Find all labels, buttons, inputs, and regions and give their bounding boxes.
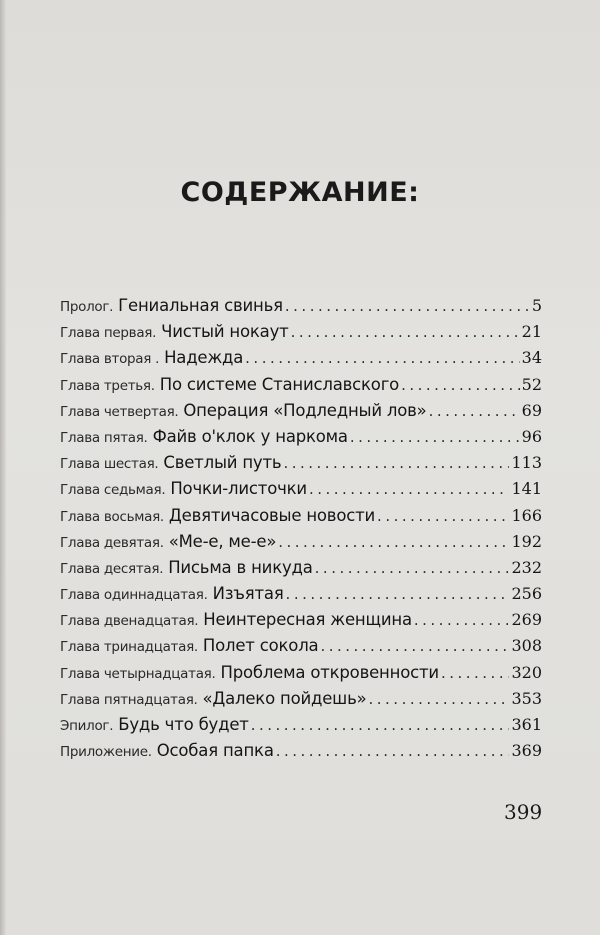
toc-entry bbox=[60, 375, 542, 401]
toc-entry-title: Неинтересная женщина bbox=[203, 610, 412, 630]
toc-entry-label: Эпилог. bbox=[60, 718, 114, 734]
toc-entry-title: Надежда bbox=[164, 348, 244, 368]
toc-entry-label: Пролог. bbox=[60, 299, 114, 315]
toc-entry-title: Изъятая bbox=[212, 584, 284, 604]
toc-dot-leader bbox=[291, 323, 520, 341]
toc-entry bbox=[60, 479, 542, 505]
toc-dot-leader bbox=[350, 428, 520, 446]
toc-entry bbox=[60, 296, 542, 322]
toc-entry bbox=[60, 322, 542, 348]
toc-dot-leader bbox=[309, 480, 510, 498]
toc-entry-title: Полет сокола bbox=[202, 636, 319, 656]
toc-entry-page: 69 bbox=[521, 400, 542, 420]
toc-entry bbox=[60, 453, 542, 479]
toc-entry-title: Проблема откровенности bbox=[220, 662, 439, 682]
toc-entry-page: 232 bbox=[511, 557, 542, 577]
toc-entry-page: 192 bbox=[511, 531, 542, 551]
toc-dot-leader bbox=[320, 637, 509, 655]
toc-entry-page: 369 bbox=[511, 741, 542, 761]
toc-dot-leader bbox=[251, 716, 510, 734]
toc-dot-leader bbox=[245, 349, 519, 367]
toc-entry-title: По системе Станиславского bbox=[159, 374, 400, 394]
toc-entry-title: Девятичасовые новости bbox=[168, 505, 376, 525]
toc-entry-page: 5 bbox=[531, 296, 542, 315]
toc-dot-leader bbox=[414, 611, 510, 629]
toc-entry bbox=[60, 348, 542, 374]
toc-entry-title: Письма в никуда bbox=[168, 557, 313, 577]
toc-entry-page: 34 bbox=[521, 348, 542, 368]
toc-entry bbox=[60, 532, 542, 558]
toc-entry-label: Глава тринадцатая. bbox=[60, 639, 198, 656]
toc-entry-title: Чистый нокаут bbox=[161, 322, 289, 342]
toc-entry bbox=[60, 689, 542, 715]
toc-entry-label: Глава восьмая. bbox=[60, 508, 164, 525]
toc-entry-title: Будь что будет bbox=[118, 715, 249, 734]
toc-entry-title: Гениальная свинья bbox=[118, 296, 283, 315]
toc-dot-leader bbox=[401, 376, 520, 394]
toc-entry-title: Файв о'клок у наркома bbox=[152, 426, 348, 446]
toc-entry-label: Глава четырнадцатая. bbox=[60, 665, 216, 682]
toc-entry bbox=[60, 427, 542, 453]
toc-dot-leader bbox=[377, 507, 509, 525]
toc-entry-label: Глава одиннадцатая. bbox=[60, 587, 208, 604]
toc-entry-label: Глава первая. bbox=[60, 325, 157, 342]
toc-entry bbox=[60, 584, 542, 610]
toc-entry-label: Глава четвертая. bbox=[60, 403, 179, 420]
toc-entry bbox=[60, 663, 542, 689]
toc-entry-label: Глава вторая . bbox=[60, 351, 160, 368]
toc-entry-title: Операция «Подледный лов» bbox=[183, 400, 427, 420]
toc-entry-label: Глава шестая. bbox=[60, 456, 159, 473]
toc-entry-title: «Ме-е, ме-е» bbox=[168, 531, 277, 551]
toc-entry-title: «Далеко пойдешь» bbox=[202, 688, 367, 708]
toc-entry-page: 308 bbox=[511, 636, 542, 656]
toc-entry-page: 113 bbox=[511, 453, 542, 473]
toc-entry-page: 256 bbox=[511, 584, 542, 604]
toc-entry-label: Приложение. bbox=[60, 744, 152, 761]
toc-entry-page: 96 bbox=[521, 426, 542, 446]
toc-dot-leader bbox=[285, 297, 530, 315]
toc-entry-page: 320 bbox=[511, 662, 542, 682]
toc-entry-title: Особая папка bbox=[156, 741, 274, 761]
toc-dot-leader bbox=[283, 454, 509, 472]
page-edge-shadow bbox=[0, 0, 6, 935]
toc-dot-leader bbox=[441, 664, 510, 682]
toc-dot-leader bbox=[315, 559, 510, 577]
toc-entry bbox=[60, 610, 542, 636]
toc-entry bbox=[60, 741, 542, 767]
toc-entry-page: 353 bbox=[511, 688, 542, 708]
toc-entry-title: Светлый путь bbox=[163, 453, 282, 473]
toc-entry-label: Глава пятая. bbox=[60, 429, 148, 446]
toc-entry-page: 269 bbox=[511, 610, 542, 630]
toc-entry-label: Глава девятая. bbox=[60, 534, 164, 551]
toc-dot-leader bbox=[429, 402, 520, 420]
toc-entry-label: Глава пятнадцатая. bbox=[60, 691, 198, 708]
toc-entry-page: 361 bbox=[511, 715, 542, 734]
contents-heading: СОДЕРЖАНИЕ: bbox=[180, 177, 420, 208]
toc-entry-label: Глава седьмая. bbox=[60, 482, 166, 499]
toc-entry-title: Почки-листочки bbox=[170, 479, 307, 499]
toc-dot-leader bbox=[278, 533, 509, 551]
toc-entry bbox=[60, 506, 542, 532]
toc-entry-label: Глава десятая. bbox=[60, 560, 164, 577]
toc-entry-page: 52 bbox=[521, 374, 542, 394]
toc-entry-page: 141 bbox=[511, 479, 542, 499]
toc-entry bbox=[60, 715, 542, 741]
toc-entry bbox=[60, 558, 542, 584]
toc-dot-leader bbox=[369, 690, 510, 708]
toc-entry-label: Глава третья. bbox=[60, 377, 155, 394]
toc-entry-page: 21 bbox=[521, 322, 542, 342]
toc-entry bbox=[60, 401, 542, 427]
toc-entry-page: 166 bbox=[511, 505, 542, 525]
toc-entry bbox=[60, 636, 542, 662]
toc-entry-label: Глава двенадцатая. bbox=[60, 613, 199, 630]
toc-dot-leader bbox=[286, 585, 510, 603]
table-of-contents bbox=[60, 296, 542, 767]
toc-dot-leader bbox=[276, 742, 510, 760]
page-number: 399 bbox=[504, 800, 543, 824]
